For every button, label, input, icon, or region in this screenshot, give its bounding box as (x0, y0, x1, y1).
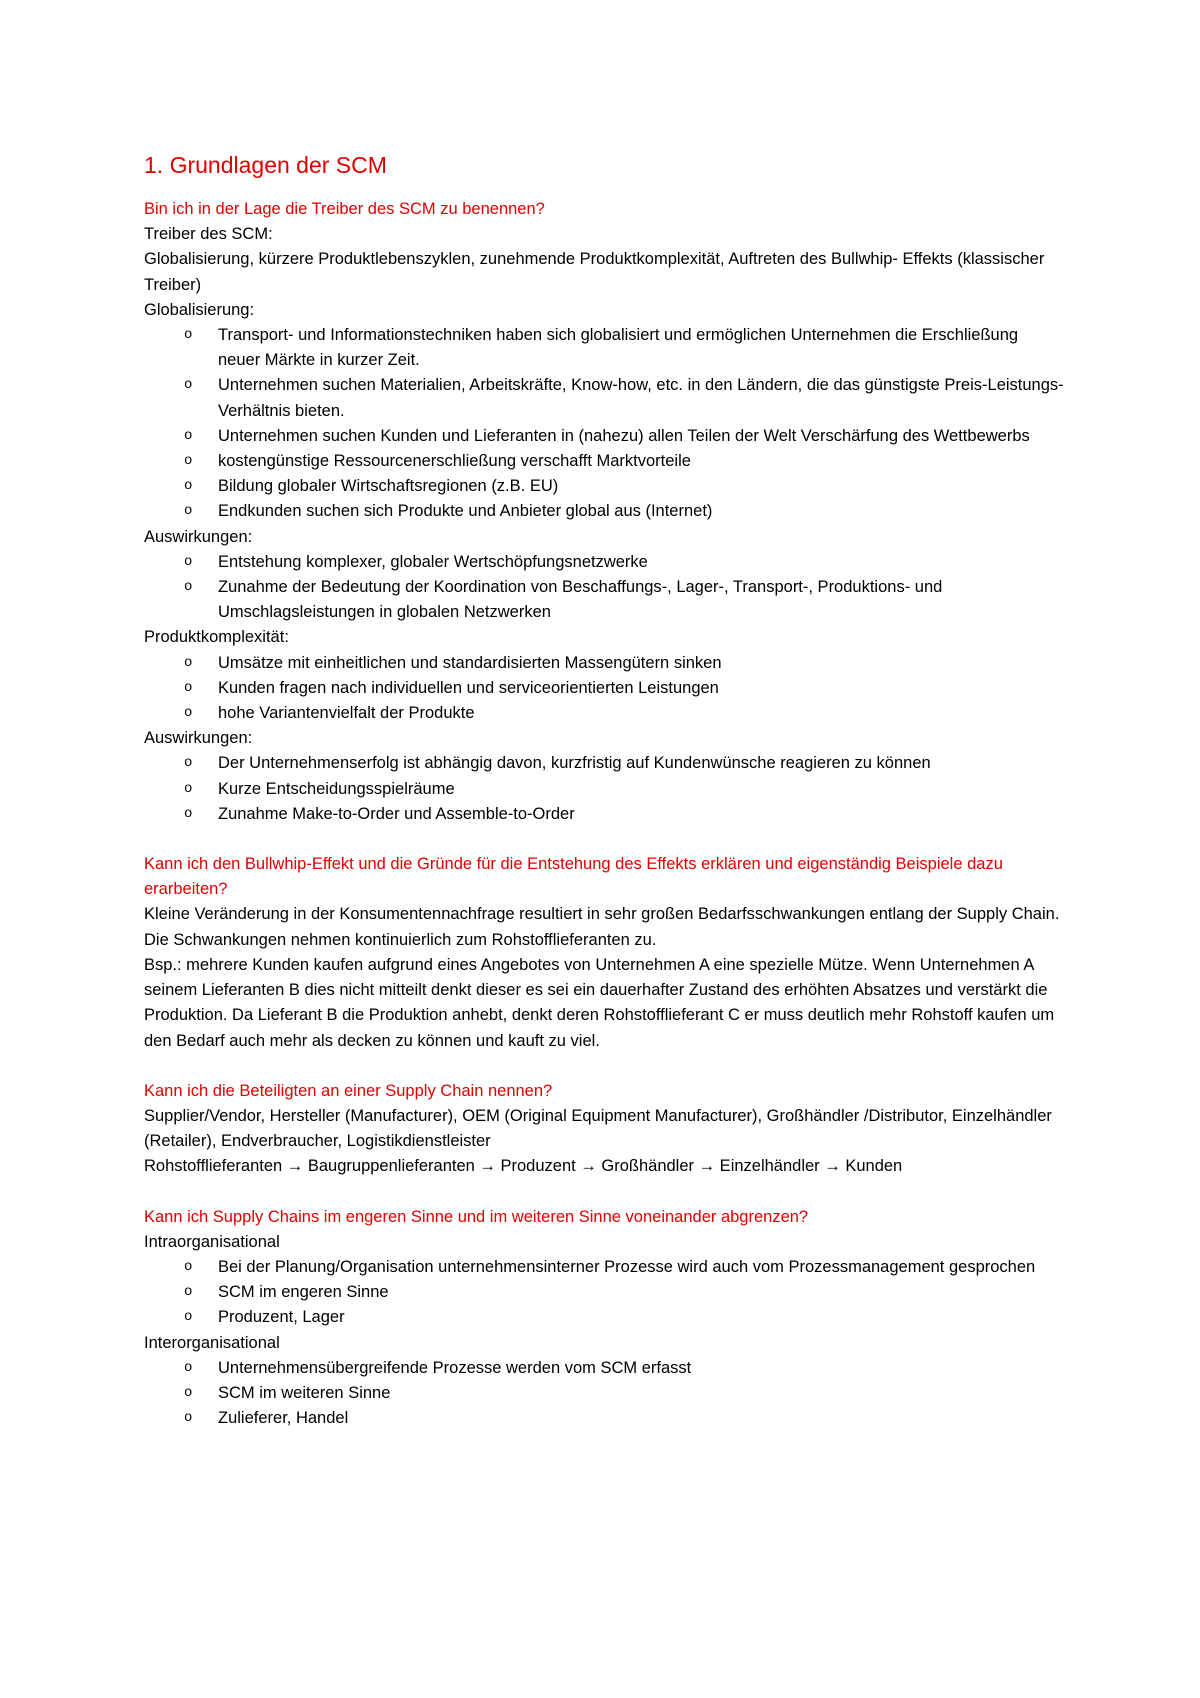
list-item: o kostengünstige Ressourcenerschließung verschafft Marktvorteile (144, 449, 1064, 474)
list-item: o Bei der Planung/Organisation unternehmensinterner Prozesse wird auch vom Prozessmanagement gesprochen (144, 1255, 1064, 1280)
effects-list (144, 751, 1064, 827)
effects-heading: Auswirkungen: (144, 729, 253, 748)
inter-heading: Interorganisational (144, 1333, 280, 1352)
bullwhip-example: Bsp.: mehrere Kunden kaufen aufgrund eines Angebotes von Unternehmen A eine spezielle Mütze. Wenn Unternehmen A seinem Lieferanten B dies nicht mitteilt denkt dieser es sei ein dauerhafter Zustand des erhöhten Absatzes und verstärkt die Produktion. Da Lieferant B die Produktion anhebt, denkt deren Rohstofflieferant C er muss deutlich mehr Rohstoff kaufen um den Bedarf auch mehr als decken zu können und kauft zu viel. (144, 955, 1055, 1050)
complexity-list (144, 651, 1064, 727)
list-item: o Kurze Entscheidungsspielräume (144, 777, 1064, 802)
effects-heading: Auswirkungen: (144, 527, 253, 546)
list-item: o Unternehmensübergreifende Prozesse werden vom SCM erfasst (144, 1356, 1064, 1381)
list-item: o Kunden fragen nach individuellen und serviceorientierten Leistungen (144, 676, 1064, 701)
bullwhip-text: Kleine Veränderung in der Konsumentennachfrage resultiert in sehr großen Bedarfsschwankungen entlang der Supply Chain. Die Schwankungen nehmen kontinuierlich zum Rohstofflieferanten zu. (144, 905, 1060, 949)
inter-list (144, 1356, 1064, 1432)
participants-text: Supplier/Vendor, Hersteller (Manufacturer), OEM (Original Equipment Manufacturer), Großhändler /Distributor, Einzelhändler (Retailer), Endverbraucher, Logistikdienstleister (144, 1106, 1052, 1151)
list-item: o SCM im engeren Sinne (144, 1280, 1064, 1305)
list-item: o Endkunden suchen sich Produkte und Anbieter global aus (Internet) (144, 499, 1064, 524)
drivers-list-text: Globalisierung, kürzere Produktlebenszyklen, zunehmende Produktkomplexität, Auftreten des Bullwhip- Effekts (klassischer Treiber) (144, 250, 1045, 294)
list-item: o Produzent, Lager (144, 1305, 1064, 1330)
page-title: 1. Grundlagen der SCM (144, 152, 387, 178)
list-item: o Zulieferer, Handel (144, 1406, 1064, 1431)
intra-heading: Intraorganisational (144, 1232, 280, 1251)
document-page (144, 150, 1064, 1431)
globalization-list (144, 323, 1064, 525)
list-item: o Zunahme Make-to-Order und Assemble-to-Order (144, 802, 1064, 827)
question-scope: Kann ich Supply Chains im engeren Sinne und im weiteren Sinne voneinander abgrenzen? (144, 1207, 809, 1226)
list-item: o Zunahme der Bedeutung der Koordination von Beschaffungs-, Lager-, Transport-, Produktions- und Umschlagsleistungen in globalen Netzwerken (144, 575, 1064, 625)
complexity-heading: Produktkomplexität: (144, 628, 289, 647)
list-item: o Transport- und Informationstechniken haben sich globalisiert und ermöglichen Unternehmen die Erschließung neuer Märkte in kurzer Zeit. (144, 323, 1064, 373)
question-drivers: Bin ich in der Lage die Treiber des SCM zu benennen? (144, 200, 545, 218)
supply-chain-flow: Rohstofflieferanten → Baugruppenlieferanten → Produzent → Großhändler → Einzelhändler → Kunden (144, 1157, 903, 1176)
globalization-heading: Globalisierung: (144, 300, 255, 319)
question-bullwhip: Kann ich den Bullwhip-Effekt und die Gründe für die Entstehung des Effekts erklären und eigenständig Beispiele dazu erarbeiten? (144, 855, 1003, 899)
effects-list (144, 550, 1064, 626)
list-item: o Unternehmen suchen Materialien, Arbeitskräfte, Know-how, etc. in den Ländern, die das günstigste Preis-Leistungs-Verhältnis bieten. (144, 373, 1064, 423)
drivers-label: Treiber des SCM: (144, 225, 273, 244)
list-item: o Entstehung komplexer, globaler Wertschöpfungsnetzwerke (144, 550, 1064, 575)
question-participants: Kann ich die Beteiligten an einer Supply Chain nennen? (144, 1081, 553, 1100)
intra-list (144, 1255, 1064, 1331)
list-item: o SCM im weiteren Sinne (144, 1381, 1064, 1406)
list-item: o hohe Variantenvielfalt der Produkte (144, 701, 1064, 726)
list-item: o Umsätze mit einheitlichen und standardisierten Massengütern sinken (144, 651, 1064, 676)
list-item: o Bildung globaler Wirtschaftsregionen (z.B. EU) (144, 474, 1064, 499)
list-item: o Der Unternehmenserfolg ist abhängig davon, kurzfristig auf Kundenwünsche reagieren zu können (144, 751, 1064, 776)
list-item: o Unternehmen suchen Kunden und Lieferanten in (nahezu) allen Teilen der Welt Verschärfung des Wettbewerbs (144, 424, 1064, 449)
